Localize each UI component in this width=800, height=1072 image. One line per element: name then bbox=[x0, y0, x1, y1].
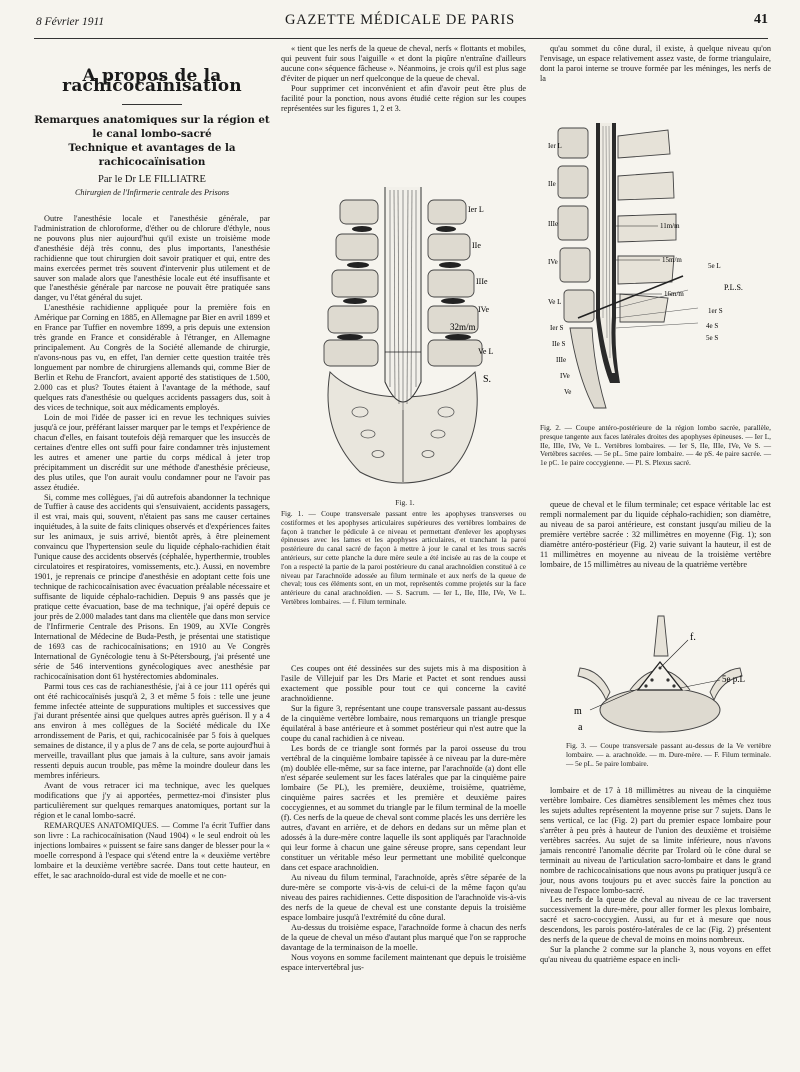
column-1 bbox=[34, 44, 270, 881]
paragraph: L'anesthésie rachidienne appliquée pour la première fois en Amérique par Corning en 1885, en Allemagne par Bier en avril 1899 et en France par Tuffier en novembre 1899, a pris depuis une extension très grande en France et considérable à l'étranger, en Allemagne principalement. Au Congrès de la Société allemande de chirurgie, n'avons-nous pas vu, en effet, l'an dernier cette question traitée très longuement par nombre de chirurgiens allemands qui, comme Bier de Berlin et Rehu de Francfort, avaient apporté des statistiques de 1.500, 2.000 cas et plus? Toutes étaient à l'avantage de la méthode, sauf quelques rats d'anesthésie ou quelques accidents passagers dus, soit à des vices de technique, soit aux médicaments employés. bbox=[34, 303, 270, 412]
figure-3-drawing bbox=[560, 610, 760, 738]
fig2-label-PLS: P.L.S. bbox=[724, 283, 743, 292]
figure-3 bbox=[560, 610, 760, 738]
article-author: Par le Dr LE FILLIATRE bbox=[98, 173, 206, 185]
figure-1 bbox=[300, 182, 510, 500]
fig2-label-4S: IVe bbox=[560, 372, 570, 380]
fig2-label-1S: Ier S bbox=[550, 324, 564, 332]
paragraph: Nous voyons en somme facilement maintenant que depuis le troisième espace intervertébral jus- bbox=[281, 952, 526, 972]
issue-date: 8 Février 1911 bbox=[36, 16, 105, 28]
fig3-label-a: a bbox=[578, 722, 583, 733]
fig1-label-S: S. bbox=[483, 374, 492, 385]
page-header bbox=[0, 10, 800, 38]
title-rule bbox=[122, 104, 182, 105]
paragraph: Avant de vous retracer ici ma technique, avec les quelques modifications que j'y ai apportées, permettez-moi d'insister plus particulièrement sur quelques remarques anatomiques, portant sur la région et le canal lombo-sacré. bbox=[34, 781, 270, 820]
fig2-label-5L-pair: 5e L bbox=[708, 262, 721, 270]
fig2-label-4S-pair: 4e S bbox=[706, 322, 719, 330]
paragraph: REMARQUES ANATOMIQUES. — Comme l'a écrit Tuffier dans son livre : La rachicocaïnisation (Naud 1904) « le seul endroit où les injections lombaires « puissent se faire sans danger de blesser pour la « moelle correspond à l'espace qui s'étend entre la « deuxième vertèbre lombaire et la deuxième vertèbre sacrée. Dans tout cette hauteur, en effet, le sac arachnoïdo-dural est vide de moelle et ne con- bbox=[34, 820, 270, 880]
fig2-label-2S: IIe S bbox=[552, 340, 566, 348]
fig1-label-3: IIIe bbox=[476, 277, 488, 286]
paragraph: Au niveau du filum terminal, l'arachnoïde, après s'être séparée de la dure-mère se comporte vis-à-vis de celui-ci de la même façon qu'au niveau des paires rachidiennes. Cette disposition de l'arachnoïde vis-à-vis des nerfs de la queue de cheval est une constante depuis la troisième espace lombaire jusqu'à l'extrémité du cône dural. bbox=[281, 873, 526, 922]
paragraph: lombaire et de 17 à 18 millimètres au niveau de la cinquième vertèbre lombaire. Ces diamètres sensiblement les mêmes chez tous les sujets adultes représentent la moyenne prise sur 7 sujets. Dans le sens vertical, ce lac (Fig. 2) part du premier espace lombaire pour s'arrêter à peu près à hauteur de l'union des deuxième et troisième vertèbres sacrées. Au sujet de sa limite inférieure, nous n'avons jamais rencontré l'anomalie décrite par Trolard où le cône dural se terminait au niveau de l'articulation sacro-lombaire et dans le grand nombre de rachicocaïnisations que nous avons pu pratiquer jusqu'à ce jour, nous avons toujours pu et avec succès faire la ponction au niveau de l'espace lombo-sacré. bbox=[540, 786, 771, 895]
paragraph: Outre l'anesthésie locale et l'anesthésie générale, par l'administration de chloroforme, d'éther ou de chlorure d'éthyle, nous ne pouvons plus nier aujourd'hui qu'il existe un troisième mode d'anesthésie déjà très connu, des plus importants, l'anesthésie rachidienne que tout chirurgien doit savoir pratiquer et qui, entre des mains exercées permet très souvent d'intervenir plus utilement et de sauver son malade alors que l'anesthésie locale eut été insuffisante et que l'anesthésie générale par narcose ne pouvait être pratiquée sans danger, vu l'état général du sujet. bbox=[34, 213, 270, 303]
article-subtitle-1: Remarques anatomiques sur la région et le canal lombo-sacré bbox=[34, 113, 270, 140]
paragraph: Les bords de ce triangle sont formés par la paroi osseuse du trou vertébral de la cinquième lombaire tapissée à ce niveau par la dure-mère (m) doublée elle-même, sur sa face interne, par l'arachnoïde (a) dont elle n'est séparée seulement sur les faces latérales que par la cinquième paire lombaire (5e PL), les première, deuxième, troisième, quatrième, cinquième paires sacrées et les première et deuxième paires coccygiennes, et au sommet du triangle par le filum terminal de la moelle (f). Ces nerfs de la queue de cheval sont comme placés les uns derrière les autres, d'avant en arrière, et de dehors en dedans sur un même plan et adossés à la dure-mère contre laquelle ils sont appliqués par l'arachnoïde qui leur forme à chacun une gaine séreuse propre, sans cependant leur constituer un véritable méso leur permettant une mobilité quelconque dans cet espace arachnoïdien. bbox=[281, 743, 526, 873]
figure-1-label: Fig. 1. bbox=[395, 498, 415, 507]
header-rule bbox=[34, 38, 768, 39]
paragraph: Pour supprimer cet inconvénient et afin d'avoir peut être plus de facilité pour la ponction, nous avons étudié cette région sur les coupes représentées sur les figures 1, 2 et 3. bbox=[281, 83, 526, 113]
paragraph: Sur la planche 2 comme sur la planche 3, nous voyons en effet qu'au niveau du quatrième espace en incli- bbox=[540, 945, 771, 965]
paragraph: queue de cheval et le filum terminale; cet espace véritable lac est rempli normalement par du liquide céphalo-rachidien; son diamètre, au niveau de sa paroi antérieure, est constant jusqu'au milieu de la première vertèbre sacrée : 32 millimètres en moyenne (Fig. 1); son diamètre antéro-postérieur (Fig. 2) varie suivant la hauteur, il est de 11 millimètres en moyenne au niveau de la troisième vertèbre lombaire, de 15 millimètres au niveau de la quatrième vertèbre bbox=[540, 500, 771, 569]
figure-2 bbox=[548, 118, 768, 414]
figure-1-caption: Fig. 1. — Coupe transversale passant entre les apophyses transverses ou costiformes et les apophyses articulaires supérieures des vertèbres lombaires de façon à trancher le pédicule à ce niveau et permettant d'enlever les apophyses épineuses avec les lames et les apophyses articulaires, et tranchant la paroi postérieure du canal sacré de façon à mettre à jour le canal et les trous sacrés antérieurs, sur cette planche la dure mère seule a été incisée au ras de la coupe et l'on a respecté la partie de la paroi postérieure du canal arachnoïdien constitué à ce niveau par l'arachnoïde adossée au filum terminale et aux nerfs de la queue de cheval; tous ces éléments sont, en un mot, représentés comme projetés sur la face antérieure du canal arachnoïdien. — S. Sacrum. — Ier L, IIe, IIIe, IVe, Ve L. Vertèbres lombaires. — f. Filum terminale. bbox=[281, 509, 526, 606]
fig1-label-32mm: 32m/m bbox=[450, 322, 476, 332]
fig2-label-4: IVe bbox=[548, 258, 558, 266]
figure-3-caption: Fig. 3. — Coupe transversale passant au-dessus de la Ve vertèbre lombaire. — a. arachnoïde. — m. Dure-mère. — F. Filum terminale. — 5e pL. 5e paire lombaire. bbox=[566, 741, 771, 768]
fig2-label-3S: IIIe bbox=[556, 356, 567, 364]
fig2-label-5L: Ve L bbox=[548, 298, 562, 306]
figure-2-caption: Fig. 2. — Coupe antéro-postérieure de la région lombo sacrée, parallèle, presque tangente aux faces latérales droites des apophyses épineuses. — Ier L, IIe, IIIe, IVe, Ve L. Vertèbres lombaires. — Ier S, IIe, IIIe, IVe, Ve S. — Vertèbres sacrées. — 5e pL. 5me paire lombaire. — 4e pS. 4e paire sacrée. — 1e pC. 1e paire coccygienne. — Pl. S. Plexus sacré. bbox=[540, 423, 771, 468]
fig3-label-m: m bbox=[574, 706, 582, 717]
fig2-label-5S-pair: 5e S bbox=[706, 334, 719, 342]
column-3-top bbox=[540, 44, 771, 84]
paragraph: Loin de moi l'idée de passer ici en revue les techniques suivies jusqu'à ce jour, préférant laisser marquer par le temps et l'expérience de chacun d'elles, en faisant toutefois déjà remarquer que les insuccès de certaines d'entre elles ont suffi pour faire condamner très injustement les autres et amener une partie du corps médical à jeter trop précipitamment un discrédit sur une méthode d'anesthésie précieuse, des plus utiles, que l'on aurait voulu condamner pour ne l'avoir pas assez étudiée. bbox=[34, 412, 270, 492]
author-affiliation: Chirurgien de l'Infirmerie centrale des Prisons bbox=[74, 187, 230, 197]
fig1-label-2: IIe bbox=[472, 241, 481, 250]
article-title: A propos de la rachicocaïnisation bbox=[62, 66, 242, 96]
column-2-top bbox=[281, 44, 526, 114]
fig2-label-1S-pair: 1er S bbox=[708, 307, 723, 315]
fig1-label-4: IVe bbox=[478, 305, 490, 314]
column-2-bottom bbox=[281, 664, 526, 973]
fig3-label-f: f. bbox=[690, 632, 696, 643]
fig2-label-1L: Ier L bbox=[548, 142, 562, 150]
paragraph: Si, comme mes collègues, j'ai dû autrefois abandonner la technique de Tuffier à cause des accidents qui s'ensuivaient, accidents passagers, il est vrai, mais qui, souvent, n'étaient pas sans me causer certaines inquiétudes, à la suite de faits cliniques observés et d'expériences faites sur les animaux, je suis arrivé, bientôt après, à être pleinement convaincu que l'hypertension seule du liquide céphalo-rachidien était l'unique cause des accidents observés (céphalée, hyperthermie, troubles circulatoires et respiratoires, vomissements, etc.). Aussi, en novembre 1901, je reprenais ce principe d'anesthésie en adoptant cette fois une technique de rachicocaïnisation avec évacuation préalable nécessaire et suffisante de liquide céphalo-rachidien. Depuis 9 ans passés que je pratique cette évacuation, base de ma technique, j'ai opéré depuis ce jour près de 2.000 malades tant dans ma clientèle que dans mon service de l'Infirmerie Centrale des Prisons. En 1909, au XVIe Congrès International de Médecine de Buda-Pesth, je présentai une statistique de 1693 cas de rachicocaïnisations; en 1910 au Ve Congrès International de Gynécologie tenu à St-Pétersbourg, j'ai présenté une série de 546 interventions gynécologiques avec anesthésie par rachicocaïnisation dont 61 hystérectomies abdominales. bbox=[34, 492, 270, 681]
column-3-mid bbox=[540, 500, 771, 570]
figure-2-drawing bbox=[548, 118, 768, 414]
fig2-label-3: IIIe bbox=[548, 220, 559, 228]
fig1-label-1L: Ier L bbox=[468, 205, 484, 214]
paragraph: Sur la figure 3, représentant une coupe transversale passant au-dessus de la cinquième vertèbre lombaire, nous remarquons un triangle presque équilatéral à base antérieure et à sommet postérieur qui n'est autre que la coupe du canal rachidien à ce niveau. bbox=[281, 703, 526, 743]
fig2-label-11mm: 11m/m bbox=[660, 222, 680, 230]
paragraph: Les nerfs de la queue de cheval au niveau de ce lac traversent successivement la dure-mère, pour aller former les plexus lombaire, sacré et sacro-coccygien. Aussi, au fur et à mesure que nous descendons, les parois postéro-latérales de ce lac (Fig. 2) présentent des nerfs de la queue de cheval de moins en moins nombreux. bbox=[540, 895, 771, 945]
fig2-label-15mm: 15m/m bbox=[662, 256, 682, 264]
paragraph: qu'au sommet du cône dural, il existe, à quelque niveau qu'on l'envisage, un espace relativement assez vaste, de forme triangulaire, dont la paroi interne se trouve formée par les méninges, les nerfs de la bbox=[540, 44, 771, 83]
fig1-label-5L: Ve L bbox=[478, 347, 494, 356]
fig3-label-5pL: 5e p.L bbox=[722, 674, 745, 684]
paragraph: « tient que les nerfs de la queue de cheval, nerfs « flottants et mobiles, qui peuvent fuir sous l'aiguille « et dont la piqûre n'entraîne d'ailleurs aucune con« séquence fâcheuse ». Néanmoins, je crois qu'il est plus sage d'éviter de piquer un nerf quelconque de la queue de cheval. bbox=[281, 44, 526, 83]
paragraph: Ces coupes ont été dessinées sur des sujets mis à ma disposition à l'asile de Villejuif par les Drs Marie et Pactet et sont rendues aussi exactement que possible pour tout ce qui concerne la cavité arachnoïdienne. bbox=[281, 664, 526, 703]
figure-1-drawing bbox=[300, 182, 510, 500]
page-number: 41 bbox=[754, 12, 768, 27]
paragraph: Parmi tous ces cas de rachianesthésie, j'ai à ce jour 111 opérés qui ont été rachicocaïnisés jusqu'à 2, 3 et même 5 fois : telle une jeune femme infectée atteinte de suppurations multiples et successives que j'ai durant présentée ainsi que quelques autres après guérison. Il y a 4 ans environ à mes collègues de la Société médicale du IXe arrondissement de Paris, et qui, rachicocaïnisée par 5 fois à quelques semaines de distance, il y a plus de 7 ans de cela, se porte aujourd'hui à merveille, travaillant plus que jamais à la culture, sans avoir jamais ressenti depuis aucun trouble, pas même la moindre douleur dans les membres inférieurs. bbox=[34, 681, 270, 781]
fig2-label-16mm: 16m/m bbox=[664, 290, 684, 298]
fig2-label-2: IIe bbox=[548, 180, 556, 188]
fig2-label-5S: Ve bbox=[564, 388, 572, 396]
article-subtitle-2: Technique et avantages de la rachicocaïnisation bbox=[68, 141, 236, 168]
journal-title: GAZETTE MÉDICALE DE PARIS bbox=[284, 12, 516, 28]
paragraph: Au-dessus du troisième espace, l'arachnoïde forme à chacun des nerfs de la queue de cheval un méso d'autant plus marqué que l'on se rapproche davantage de la terminaison de la moelle. bbox=[281, 922, 526, 952]
column-3-bottom bbox=[540, 786, 771, 965]
